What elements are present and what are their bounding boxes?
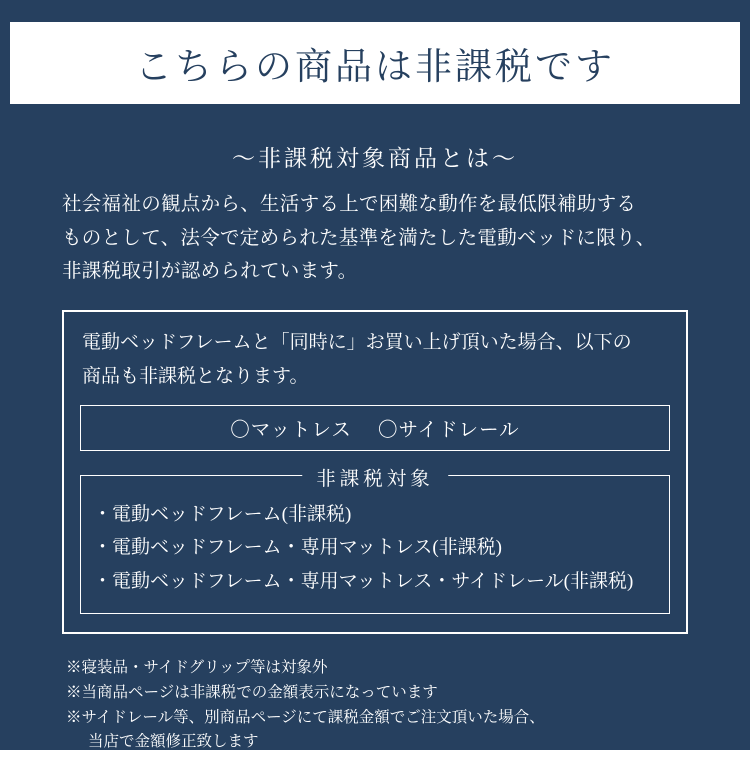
list-item: ・ 電動ベッドフレーム・専用マットレス・サイドレール(非課税) — [93, 565, 657, 599]
description-line-3: 非課税取引が認められています。 — [62, 261, 358, 283]
page-title: こちらの商品は非課税です — [135, 47, 615, 88]
box-lead-line-1: 電動ベッドフレームと「同時に」お買い上げ頂いた場合、以下の — [82, 331, 632, 353]
note-item: ※サイドレール等、別商品ページにて課税金額でご注文頂いた場合、 — [66, 708, 545, 726]
tax-exempt-legend: 非課税対象 — [302, 463, 448, 491]
eligible-options-row — [80, 405, 670, 451]
description-line-1: 社会福祉の観点から、生活する上で困難な動作を最低限補助する — [62, 194, 637, 215]
note-item: ※寝装品・サイドグリップ等は対象外 — [66, 658, 328, 676]
box-lead-line-2: 商品も非課税となります。 — [82, 366, 309, 388]
note-item: ※当商品ページは非課税での金額表示になっています — [66, 683, 438, 701]
note-item-continuation: 当店で金額修正致します — [88, 733, 259, 751]
option-mattress: 〇マットレス — [230, 419, 352, 441]
page-inner — [10, 10, 740, 776]
header-band — [10, 22, 740, 104]
option-side-rail: 〇サイドレール — [377, 419, 520, 441]
tax-exempt-box — [62, 310, 688, 634]
tax-exempt-list-box — [80, 468, 670, 614]
main-content — [10, 110, 740, 780]
tax-exempt-list — [93, 498, 657, 599]
list-item: ・ 電動ベッドフレーム・専用マットレス(非課税) — [93, 531, 657, 565]
note-item: ※別の日時にご注文が分かれる(同時購入でない)場合は課税対象となります — [66, 758, 588, 776]
notes-section — [62, 656, 688, 780]
description-line-2: ものとして、法令で定められた基準を満たした電動ベッドに限り、 — [62, 227, 656, 249]
list-item: ・ 電動ベッドフレーム(非課税) — [93, 498, 657, 532]
section-subtitle: 〜非課税対象商品とは〜 — [232, 146, 518, 171]
